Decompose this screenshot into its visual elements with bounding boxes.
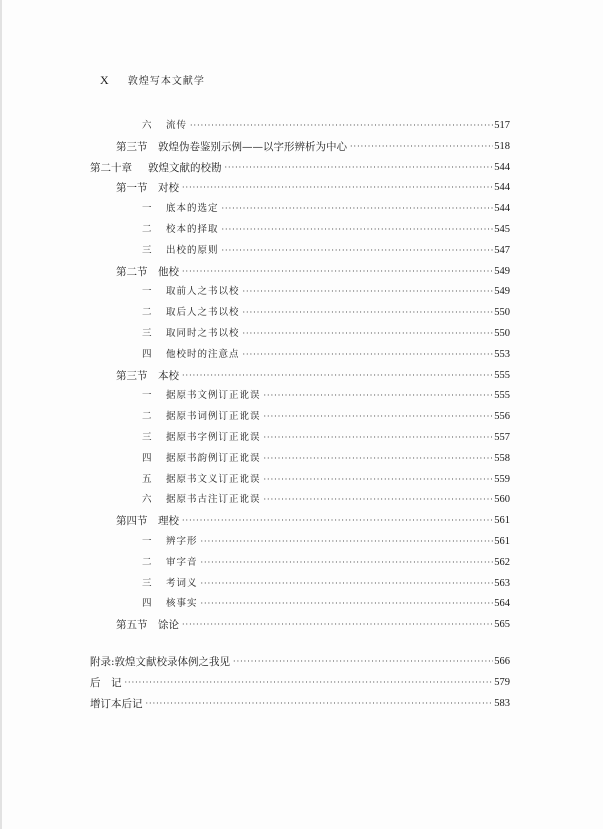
toc-entry-page: 579 <box>493 673 510 694</box>
toc-entry[interactable] <box>90 303 510 324</box>
toc-entry-label <box>116 615 182 636</box>
dot-leader <box>350 137 493 158</box>
dot-leader <box>264 470 494 491</box>
toc-entry-index: 四 <box>142 348 153 360</box>
toc-entry-page: 558 <box>493 449 510 470</box>
toc-entry-title: 底本的选定 <box>166 203 219 215</box>
toc-entry-index: 二 <box>142 223 153 235</box>
toc-entry-page: 553 <box>493 345 510 366</box>
toc-entry-page: 549 <box>493 262 510 283</box>
toc-entry-label <box>90 694 146 715</box>
toc-entry-label <box>142 345 243 366</box>
toc-entry-index: 三 <box>142 431 153 443</box>
toc-entry-title: 据原书字例订正讹误 <box>166 431 261 443</box>
toc-entry[interactable] <box>90 386 510 407</box>
toc-entry-title: 取后人之书以校 <box>166 307 240 319</box>
toc-entry[interactable] <box>90 615 510 636</box>
toc-entry-title: 理校 <box>158 515 179 528</box>
toc-entry-title: 附录:敦煌文献校录体例之我见 <box>90 655 231 668</box>
page-edge <box>0 0 2 829</box>
back-matter-entry[interactable] <box>90 673 510 694</box>
toc-entry-label <box>142 282 243 303</box>
toc-entry-page: 544 <box>493 199 510 220</box>
toc-entry-index: 一 <box>142 286 153 298</box>
toc-entry-page: 544 <box>493 158 510 179</box>
header-book-title: 敦煌写本文献学 <box>127 76 205 87</box>
dot-leader <box>125 673 494 694</box>
toc-entry[interactable] <box>90 241 510 262</box>
toc-entry-title: 出校的原则 <box>166 244 219 256</box>
toc-entry[interactable] <box>90 199 510 220</box>
toc-entry-label <box>142 199 222 220</box>
toc-entry[interactable] <box>90 366 510 387</box>
toc-entry-label <box>142 386 264 407</box>
toc-entry-label <box>142 553 201 574</box>
toc-entry-title: 他校时的注意点 <box>166 348 240 360</box>
toc-entry-index: 第二节 <box>116 265 148 278</box>
toc-entry-label <box>142 303 243 324</box>
dot-leader <box>264 490 494 511</box>
toc-entry-page: 555 <box>493 366 510 387</box>
toc-entry[interactable] <box>90 428 510 449</box>
dot-leader <box>201 532 494 553</box>
toc-entry-title: 审字音 <box>166 556 198 568</box>
toc-entry-page: 561 <box>493 511 510 532</box>
running-head <box>100 72 205 88</box>
toc-entry-label <box>142 428 264 449</box>
toc-entry-page: 565 <box>493 615 510 636</box>
toc-entry-label <box>116 366 182 387</box>
toc-entry[interactable] <box>90 262 510 283</box>
toc-entry-index: 一 <box>142 390 153 402</box>
dot-leader <box>182 178 493 199</box>
toc-entry-index: 二 <box>142 307 153 319</box>
toc-entry-title: 他校 <box>158 265 179 278</box>
dot-leader <box>190 116 493 137</box>
toc-entry-page: 544 <box>493 178 510 199</box>
toc-entry[interactable] <box>90 594 510 615</box>
toc-entry[interactable] <box>90 324 510 345</box>
dot-leader <box>264 386 494 407</box>
toc-entry-title: 取同时之书以校 <box>166 327 240 339</box>
toc-entry-index: 一 <box>142 535 153 547</box>
dot-leader <box>222 199 494 220</box>
toc-entry[interactable] <box>90 407 510 428</box>
toc-entry-label <box>116 511 182 532</box>
toc-entry-index: 三 <box>142 244 153 256</box>
toc-entry-index: 四 <box>142 598 153 610</box>
back-matter-entry[interactable] <box>90 652 510 673</box>
toc-entry-title: 辨字形 <box>166 535 198 547</box>
toc-entry-label <box>142 490 264 511</box>
toc-entry[interactable] <box>90 574 510 595</box>
toc-entry-page: 557 <box>493 428 510 449</box>
toc-entry-title: 本校 <box>158 369 179 382</box>
toc-entry-label <box>142 470 264 491</box>
dot-leader <box>182 366 493 387</box>
toc-entry-title: 流传 <box>166 120 188 131</box>
toc-entry-page: 561 <box>493 532 510 553</box>
toc-entry-label <box>142 116 190 137</box>
toc-entry-index: 六 <box>142 120 153 131</box>
toc-entry[interactable] <box>90 511 510 532</box>
toc-entry-page: 549 <box>493 282 510 303</box>
toc-entry[interactable] <box>90 137 510 158</box>
toc-entry-label <box>142 324 243 345</box>
dot-leader <box>146 694 494 715</box>
toc-entry-index: 三 <box>142 327 153 339</box>
toc-entry-title: 据原书古注订正讹误 <box>166 494 261 506</box>
toc-entry-index: 二 <box>142 411 153 423</box>
dot-leader <box>233 652 493 673</box>
toc-entry-title: 校本的择取 <box>166 223 219 235</box>
toc-entry-page: 547 <box>493 241 510 262</box>
back-matter-entry[interactable] <box>90 694 510 715</box>
toc-entry[interactable] <box>90 470 510 491</box>
dot-leader <box>243 345 494 366</box>
section-gap <box>90 636 510 652</box>
toc-entry-label <box>142 220 222 241</box>
toc-entry-index: 四 <box>142 452 153 464</box>
dot-leader <box>182 511 493 532</box>
toc-entry-page: 583 <box>493 694 510 715</box>
toc-entry-page: 560 <box>493 490 510 511</box>
toc-entry-index: 三 <box>142 577 153 589</box>
toc-entry-label <box>142 574 201 595</box>
toc-entry-title: 核事实 <box>166 598 198 610</box>
toc-entry-page: 545 <box>493 220 510 241</box>
toc-entry[interactable] <box>90 490 510 511</box>
toc-entry-title: 据原书词例订正讹误 <box>166 411 261 423</box>
toc-entry[interactable] <box>90 553 510 574</box>
toc-entry-page: 563 <box>493 574 510 595</box>
dot-leader <box>222 241 494 262</box>
dot-leader <box>201 574 494 595</box>
toc-entry-label <box>142 241 222 262</box>
dot-leader <box>264 428 494 449</box>
toc-entry[interactable] <box>90 282 510 303</box>
dot-leader <box>201 594 494 615</box>
toc-entry-label <box>116 137 350 158</box>
toc-entry-index: 一 <box>142 203 153 215</box>
toc-entry[interactable] <box>90 158 510 179</box>
toc-entry-page: 550 <box>493 303 510 324</box>
toc-entry-title: 敦煌文献的校勘 <box>148 161 222 174</box>
toc-entry-title: 据原书文义订正讹误 <box>166 473 261 485</box>
toc-entry-title: 馀论 <box>158 619 179 632</box>
toc-entry-page: 566 <box>493 652 510 673</box>
toc-entry[interactable] <box>90 116 510 137</box>
toc-entry-index: 五 <box>142 473 153 485</box>
toc-entry-label <box>142 594 201 615</box>
dot-leader <box>222 220 494 241</box>
toc-entry-index: 第四节 <box>116 515 148 528</box>
toc-entry-title: 取前人之书以校 <box>166 286 240 298</box>
toc-entry-label <box>116 178 182 199</box>
toc-entry-page: 564 <box>493 594 510 615</box>
toc-entry[interactable] <box>90 220 510 241</box>
dot-leader <box>243 282 494 303</box>
toc-entry[interactable] <box>90 532 510 553</box>
toc-entry-title: 据原书文例订正讹误 <box>166 390 261 402</box>
toc-entry-index: 二 <box>142 556 153 568</box>
toc-entry-index: 第三节 <box>116 140 148 153</box>
toc-entry-index: 六 <box>142 494 153 506</box>
toc-entry-index: 第三节 <box>116 369 148 382</box>
toc-entry-title: 考词义 <box>166 577 198 589</box>
header-page-number: X <box>100 73 110 87</box>
dot-leader <box>225 158 494 179</box>
dot-leader <box>182 262 493 283</box>
toc-entry-label <box>142 407 264 428</box>
toc-entry-page: 550 <box>493 324 510 345</box>
toc-entry[interactable] <box>90 345 510 366</box>
toc-entry-label <box>142 449 264 470</box>
toc-entry-page: 562 <box>493 553 510 574</box>
toc-entry-title: 据原书韵例订正讹误 <box>166 452 261 464</box>
toc-entry-label <box>90 652 233 673</box>
toc-entry[interactable] <box>90 178 510 199</box>
dot-leader <box>264 407 494 428</box>
toc-entry-index: 第二十章 <box>90 161 132 174</box>
toc-entry-label <box>142 532 201 553</box>
toc-entry-page: 556 <box>493 407 510 428</box>
toc-entry-index: 第五节 <box>116 619 148 632</box>
dot-leader <box>243 303 494 324</box>
toc-entry-label <box>116 262 182 283</box>
toc-entry-page: 559 <box>493 470 510 491</box>
toc-entry-index: 第一节 <box>116 182 148 195</box>
toc-entry-label <box>90 158 225 179</box>
dot-leader <box>182 615 493 636</box>
toc-entry-title: 后 记 <box>90 676 122 689</box>
dot-leader <box>201 553 494 574</box>
toc-entry-page: 518 <box>493 137 510 158</box>
toc-entry-page: 555 <box>493 386 510 407</box>
dot-leader <box>264 449 494 470</box>
toc-entry-label <box>90 673 125 694</box>
toc-entry-title: 敦煌伪卷鉴别示例——以字形辨析为中心 <box>158 140 347 153</box>
toc-entry-title: 对校 <box>158 182 179 195</box>
dot-leader <box>243 324 494 345</box>
table-of-contents <box>90 116 510 714</box>
toc-entry[interactable] <box>90 449 510 470</box>
toc-entry-page: 517 <box>493 116 510 137</box>
toc-entry-title: 增订本后记 <box>90 697 143 710</box>
